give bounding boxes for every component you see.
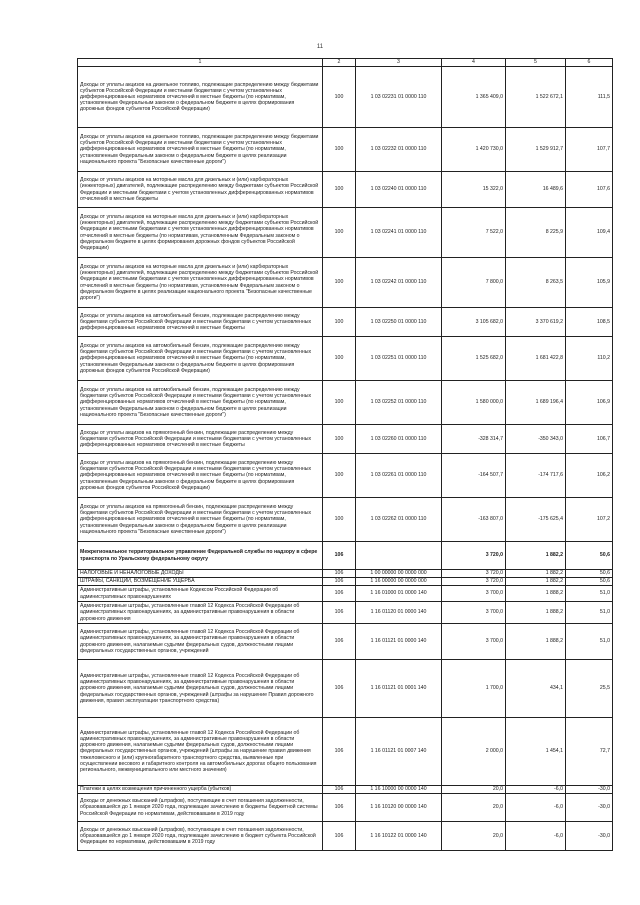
percent-cell: 109,4: [566, 208, 613, 258]
admin-code-cell: 106: [323, 786, 356, 794]
admin-code-cell: 100: [323, 258, 356, 308]
budget-code-cell: 1 03 02250 01 0000 110: [356, 308, 442, 337]
percent-cell: 107,7: [566, 128, 613, 172]
page-number: 11: [316, 44, 324, 50]
admin-code-cell: 100: [323, 454, 356, 498]
description-cell: Межрегиональное территориальное управление Федеральной службы по надзору в сфере транспорта по Уральскому федеральному округу: [78, 542, 323, 570]
table-row: [78, 67, 613, 128]
plan-cell: 3 700,0: [442, 624, 506, 660]
description-cell: Административные штрафы, установленные Кодексом Российской Федерации об административных правонарушениях: [78, 586, 323, 602]
table-row: [78, 258, 613, 308]
table-row: [78, 381, 613, 425]
percent-cell: 50,6: [566, 570, 613, 578]
description-cell: Платежи в целях возмещения причиненного ущерба (убытков): [78, 786, 323, 794]
actual-cell: 1 882,2: [506, 542, 566, 570]
description-cell: Административные штрафы, установленные главой 12 Кодекса Российской Федерации об административных правонарушениях, за административные правонарушения в области дорожного движения: [78, 602, 323, 624]
admin-code-cell: 106: [323, 578, 356, 586]
admin-code-cell: 100: [323, 208, 356, 258]
budget-code-cell: 1 16 01000 01 0000 140: [356, 586, 442, 602]
table-row: [78, 570, 613, 578]
percent-cell: 105,9: [566, 258, 613, 308]
table-row: [78, 786, 613, 794]
plan-cell: 7 800,0: [442, 258, 506, 308]
budget-code-cell: 1 03 02240 01 0000 110: [356, 172, 442, 208]
description-cell: Административные штрафы, установленные главой 12 Кодекса Российской Федерации об административных правонарушениях, за административные правонарушения в области дорожного движения, налагаемые судьями федеральных судов, должностными лицами федеральных государственных органов, учреждений: [78, 624, 323, 660]
admin-code-cell: 106: [323, 624, 356, 660]
table-row: [78, 498, 613, 542]
percent-cell: 51,0: [566, 624, 613, 660]
actual-cell: 1 882,2: [506, 570, 566, 578]
admin-code-cell: 100: [323, 498, 356, 542]
budget-code-cell: 1 16 10000 00 0000 140: [356, 786, 442, 794]
table-row: [78, 822, 613, 851]
description-cell: Административные штрафы, установленные главой 12 Кодекса Российской Федерации об административных правонарушениях, за административные правонарушения в области дорожного движения, налагаемые судьями федеральных судов, должностными лицами федеральных государственных органов, учреждений (штрафы за нарушение правил движения тяжеловесного и (или) крупногабаритного транспортного средства, выявленные при осуществлении весового и габаритного контроля на автомобильных дорогах общего пользования регионального, межмуниципального или местного значения): [78, 718, 323, 786]
actual-cell: 1 882,2: [506, 578, 566, 586]
admin-code-cell: 100: [323, 67, 356, 128]
percent-cell: 25,5: [566, 660, 613, 718]
actual-cell: 16 489,6: [506, 172, 566, 208]
plan-cell: 20,0: [442, 786, 506, 794]
admin-code-cell: 106: [323, 570, 356, 578]
actual-cell: 1 689 196,4: [506, 381, 566, 425]
plan-cell: 3 700,0: [442, 586, 506, 602]
actual-cell: -6,0: [506, 786, 566, 794]
plan-cell: 3 720,0: [442, 570, 506, 578]
description-cell: Доходы от денежных взысканий (штрафов), поступающие в счет погашения задолженности, образовавшейся до 1 января 2020 года, подлежащие зачислению в бюджет субъекта Российской Федерации по нормативам, действовавшим в 2019 году: [78, 822, 323, 851]
actual-cell: -350 343,0: [506, 425, 566, 454]
plan-cell: 20,0: [442, 822, 506, 851]
budget-code-cell: 1 03 02232 01 0000 110: [356, 128, 442, 172]
actual-cell: 434,1: [506, 660, 566, 718]
revenue-table: [77, 58, 613, 851]
description-cell: Доходы от уплаты акцизов на моторные масла для дизельных и (или) карбюраторных (инжекторных) двигателей, подлежащие распределению между бюджетами субъектов Российской Федерации и местными бюджетами с учетом установленных дифференцированных нормативов отчислений в местные бюджеты (по нормативам, установленным Федеральным законом о федеральном бюджете в целях формирования дорожных фондов субъектов Российской Федерации): [78, 208, 323, 258]
description-cell: Доходы от уплаты акцизов на прямогонный бензин, подлежащие распределению между бюджетами субъектов Российской Федерации и местными бюджетами с учетом установленных дифференцированных нормативов отчислений в местные бюджеты (по нормативам, установленным Федеральным законом о федеральном бюджете в целях реализации национального проекта "Безопасные качественные дороги"): [78, 498, 323, 542]
description-cell: Доходы от уплаты акцизов на автомобильный бензин, подлежащие распределению между бюджетами субъектов Российской Федерации и местными бюджетами с учетом установленных дифференцированных нормативов отчислений в местные бюджеты (по нормативам, установленным Федеральным законом о федеральном бюджете в целях формирования дорожных фондов субъектов Российской Федерации): [78, 337, 323, 381]
plan-cell: -328 314,7: [442, 425, 506, 454]
table-row: [78, 586, 613, 602]
admin-code-cell: 106: [323, 718, 356, 786]
description-cell: Доходы от денежных взысканий (штрафов), поступающие в счет погашения задолженности, образовавшейся до 1 января 2020 года, подлежащие зачислению в бюджеты бюджетной системы Российской Федерации по нормативам, действовавшим в 2019 году: [78, 794, 323, 822]
admin-code-cell: 100: [323, 337, 356, 381]
header-col-3: 3: [356, 59, 442, 67]
percent-cell: -30,0: [566, 786, 613, 794]
table-row: [78, 794, 613, 822]
table-row: [78, 128, 613, 172]
actual-cell: -6,0: [506, 794, 566, 822]
admin-code-cell: 100: [323, 381, 356, 425]
budget-code-cell: 1 03 02251 01 0000 110: [356, 337, 442, 381]
percent-cell: 50,6: [566, 542, 613, 570]
budget-code-cell: 1 16 01120 01 0000 140: [356, 602, 442, 624]
plan-cell: 3 105 682,0: [442, 308, 506, 337]
admin-code-cell: 106: [323, 602, 356, 624]
plan-cell: -164 507,7: [442, 454, 506, 498]
percent-cell: 108,5: [566, 308, 613, 337]
table-row: [78, 454, 613, 498]
budget-code-cell: 1 16 01121 01 0000 140: [356, 624, 442, 660]
percent-cell: 106,9: [566, 381, 613, 425]
percent-cell: -30,0: [566, 794, 613, 822]
admin-code-cell: 100: [323, 172, 356, 208]
actual-cell: -6,0: [506, 822, 566, 851]
budget-code-cell: 1 00 00000 00 0000 000: [356, 570, 442, 578]
budget-code-cell: [356, 542, 442, 570]
description-cell: Доходы от уплаты акцизов на автомобильный бензин, подлежащие распределению между бюджетами субъектов Российской Федерации и местными бюджетами с учетом установленных дифференцированных нормативов отчислений в местные бюджеты (по нормативам, установленным Федеральным законом о федеральном бюджете в целях реализации национального проекта "Безопасные качественные дороги"): [78, 381, 323, 425]
budget-code-cell: 1 03 02261 01 0000 110: [356, 454, 442, 498]
budget-code-cell: 1 03 02260 01 0000 110: [356, 425, 442, 454]
description-cell: НАЛОГОВЫЕ И НЕНАЛОГОВЫЕ ДОХОДЫ: [78, 570, 323, 578]
actual-cell: 1 529 912,7: [506, 128, 566, 172]
plan-cell: 1 580 000,0: [442, 381, 506, 425]
header-col-4: 4: [442, 59, 506, 67]
actual-cell: 3 370 619,2: [506, 308, 566, 337]
admin-code-cell: 100: [323, 425, 356, 454]
plan-cell: 3 720,0: [442, 542, 506, 570]
actual-cell: 1 888,2: [506, 602, 566, 624]
percent-cell: 107,6: [566, 172, 613, 208]
table-row: [78, 602, 613, 624]
description-cell: Доходы от уплаты акцизов на дизельное топливо, подлежащие распределению между бюджетами субъектов Российской Федерации и местными бюджетами с учетом установленных дифференцированных нормативов отчислений в местные бюджеты (по нормативам, установленным Федеральным законом о федеральном бюджете в целях реализации национального проекта "Безопасные качественные дороги"): [78, 128, 323, 172]
plan-cell: 3 700,0: [442, 602, 506, 624]
plan-cell: 1 700,0: [442, 660, 506, 718]
admin-code-cell: 106: [323, 586, 356, 602]
actual-cell: -175 625,4: [506, 498, 566, 542]
table-row: [78, 172, 613, 208]
percent-cell: -30,0: [566, 822, 613, 851]
description-cell: Доходы от уплаты акцизов на прямогонный бензин, подлежащие распределению между бюджетами субъектов Российской Федерации и местными бюджетами с учетом установленных дифференцированных нормативов отчислений в местные бюджеты (по нормативам, установленным Федеральным законом о федеральном бюджете в целях формирования дорожных фондов субъектов Российской Федерации): [78, 454, 323, 498]
actual-cell: 1 522 672,1: [506, 67, 566, 128]
actual-cell: 8 225,9: [506, 208, 566, 258]
actual-cell: 1 454,1: [506, 718, 566, 786]
description-cell: Административные штрафы, установленные главой 12 Кодекса Российской Федерации об административных правонарушениях, за административные правонарушения в области дорожного движения, налагаемые судьями федеральных судов, должностными лицами федеральных государственных органов, учреждений (штрафы за нарушение Правил дорожного движения, правил эксплуатации транспортного средства): [78, 660, 323, 718]
budget-code-cell: 1 03 02242 01 0000 110: [356, 258, 442, 308]
percent-cell: 110,2: [566, 337, 613, 381]
plan-cell: 1 420 730,0: [442, 128, 506, 172]
admin-code-cell: 100: [323, 308, 356, 337]
table-row: [78, 542, 613, 570]
table-row: [78, 208, 613, 258]
table-body: [78, 67, 613, 851]
budget-code-cell: 1 16 00000 00 0000 000: [356, 578, 442, 586]
actual-cell: 1 888,2: [506, 586, 566, 602]
description-cell: Доходы от уплаты акцизов на моторные масла для дизельных и (или) карбюраторных (инжекторных) двигателей, подлежащие распределению между бюджетами субъектов Российской Федерации и местными бюджетами с учетом установленных дифференцированных нормативов отчислений в местные бюджеты (по нормативам, установленным Федеральным законом о федеральном бюджете в целях реализации национального проекта "Безопасные качественные дороги"): [78, 258, 323, 308]
table-row: [78, 660, 613, 718]
description-cell: Доходы от уплаты акцизов на прямогонный бензин, подлежащие распределению между бюджетами субъектов Российской Федерации и местными бюджетами с учетом установленных дифференцированных нормативов отчислений в местные бюджеты: [78, 425, 323, 454]
budget-code-cell: 1 16 01121 01 0007 140: [356, 718, 442, 786]
actual-cell: 1 888,2: [506, 624, 566, 660]
budget-code-cell: 1 03 02262 01 0000 110: [356, 498, 442, 542]
description-cell: Доходы от уплаты акцизов на дизельное топливо, подлежащие распределению между бюджетами субъектов Российской Федерации и местными бюджетами с учетом установленных дифференцированных нормативов отчислений в местные бюджеты (по нормативам, установленным Федеральным законом о федеральном бюджете в целях формирования дорожных фондов субъектов Российской Федерации): [78, 67, 323, 128]
admin-code-cell: 106: [323, 660, 356, 718]
percent-cell: 72,7: [566, 718, 613, 786]
description-cell: ШТРАФЫ, САНКЦИИ, ВОЗМЕЩЕНИЕ УЩЕРБА: [78, 578, 323, 586]
percent-cell: 111,5: [566, 67, 613, 128]
actual-cell: 1 681 422,8: [506, 337, 566, 381]
percent-cell: 106,7: [566, 425, 613, 454]
plan-cell: 3 720,0: [442, 578, 506, 586]
admin-code-cell: 106: [323, 822, 356, 851]
table-header-row: [78, 59, 613, 67]
table-row: [78, 624, 613, 660]
admin-code-cell: 106: [323, 542, 356, 570]
table-row: [78, 718, 613, 786]
budget-code-cell: 1 16 10120 00 0000 140: [356, 794, 442, 822]
table-row: [78, 425, 613, 454]
percent-cell: 107,2: [566, 498, 613, 542]
percent-cell: 50,6: [566, 578, 613, 586]
header-col-6: 6: [566, 59, 613, 67]
table-row: [78, 578, 613, 586]
plan-cell: 7 522,0: [442, 208, 506, 258]
description-cell: Доходы от уплаты акцизов на автомобильный бензин, подлежащие распределению между бюджетами субъектов Российской Федерации и местными бюджетами с учетом установленных дифференцированных нормативов отчислений в местные бюджеты: [78, 308, 323, 337]
budget-code-cell: 1 16 01121 01 0001 140: [356, 660, 442, 718]
budget-code-cell: 1 03 02231 01 0000 110: [356, 67, 442, 128]
admin-code-cell: 100: [323, 128, 356, 172]
description-cell: Доходы от уплаты акцизов на моторные масла для дизельных и (или) карбюраторных (инжекторных) двигателей, подлежащие распределению между бюджетами субъектов Российской Федерации и местными бюджетами с учетом установленных дифференцированных нормативов отчислений в местные бюджеты: [78, 172, 323, 208]
actual-cell: -174 717,6: [506, 454, 566, 498]
table-row: [78, 308, 613, 337]
percent-cell: 51,0: [566, 586, 613, 602]
plan-cell: 15 322,0: [442, 172, 506, 208]
percent-cell: 106,2: [566, 454, 613, 498]
header-col-2: 2: [323, 59, 356, 67]
plan-cell: 1 525 682,0: [442, 337, 506, 381]
actual-cell: 8 263,5: [506, 258, 566, 308]
budget-code-cell: 1 03 02252 01 0000 110: [356, 381, 442, 425]
budget-code-cell: 1 16 10122 01 0000 140: [356, 822, 442, 851]
admin-code-cell: 106: [323, 794, 356, 822]
header-col-1: 1: [78, 59, 323, 67]
table-row: [78, 337, 613, 381]
budget-code-cell: 1 03 02241 01 0000 110: [356, 208, 442, 258]
plan-cell: 20,0: [442, 794, 506, 822]
plan-cell: 1 365 409,0: [442, 67, 506, 128]
header-col-5: 5: [506, 59, 566, 67]
plan-cell: -163 807,0: [442, 498, 506, 542]
plan-cell: 2 000,0: [442, 718, 506, 786]
percent-cell: 51,0: [566, 602, 613, 624]
